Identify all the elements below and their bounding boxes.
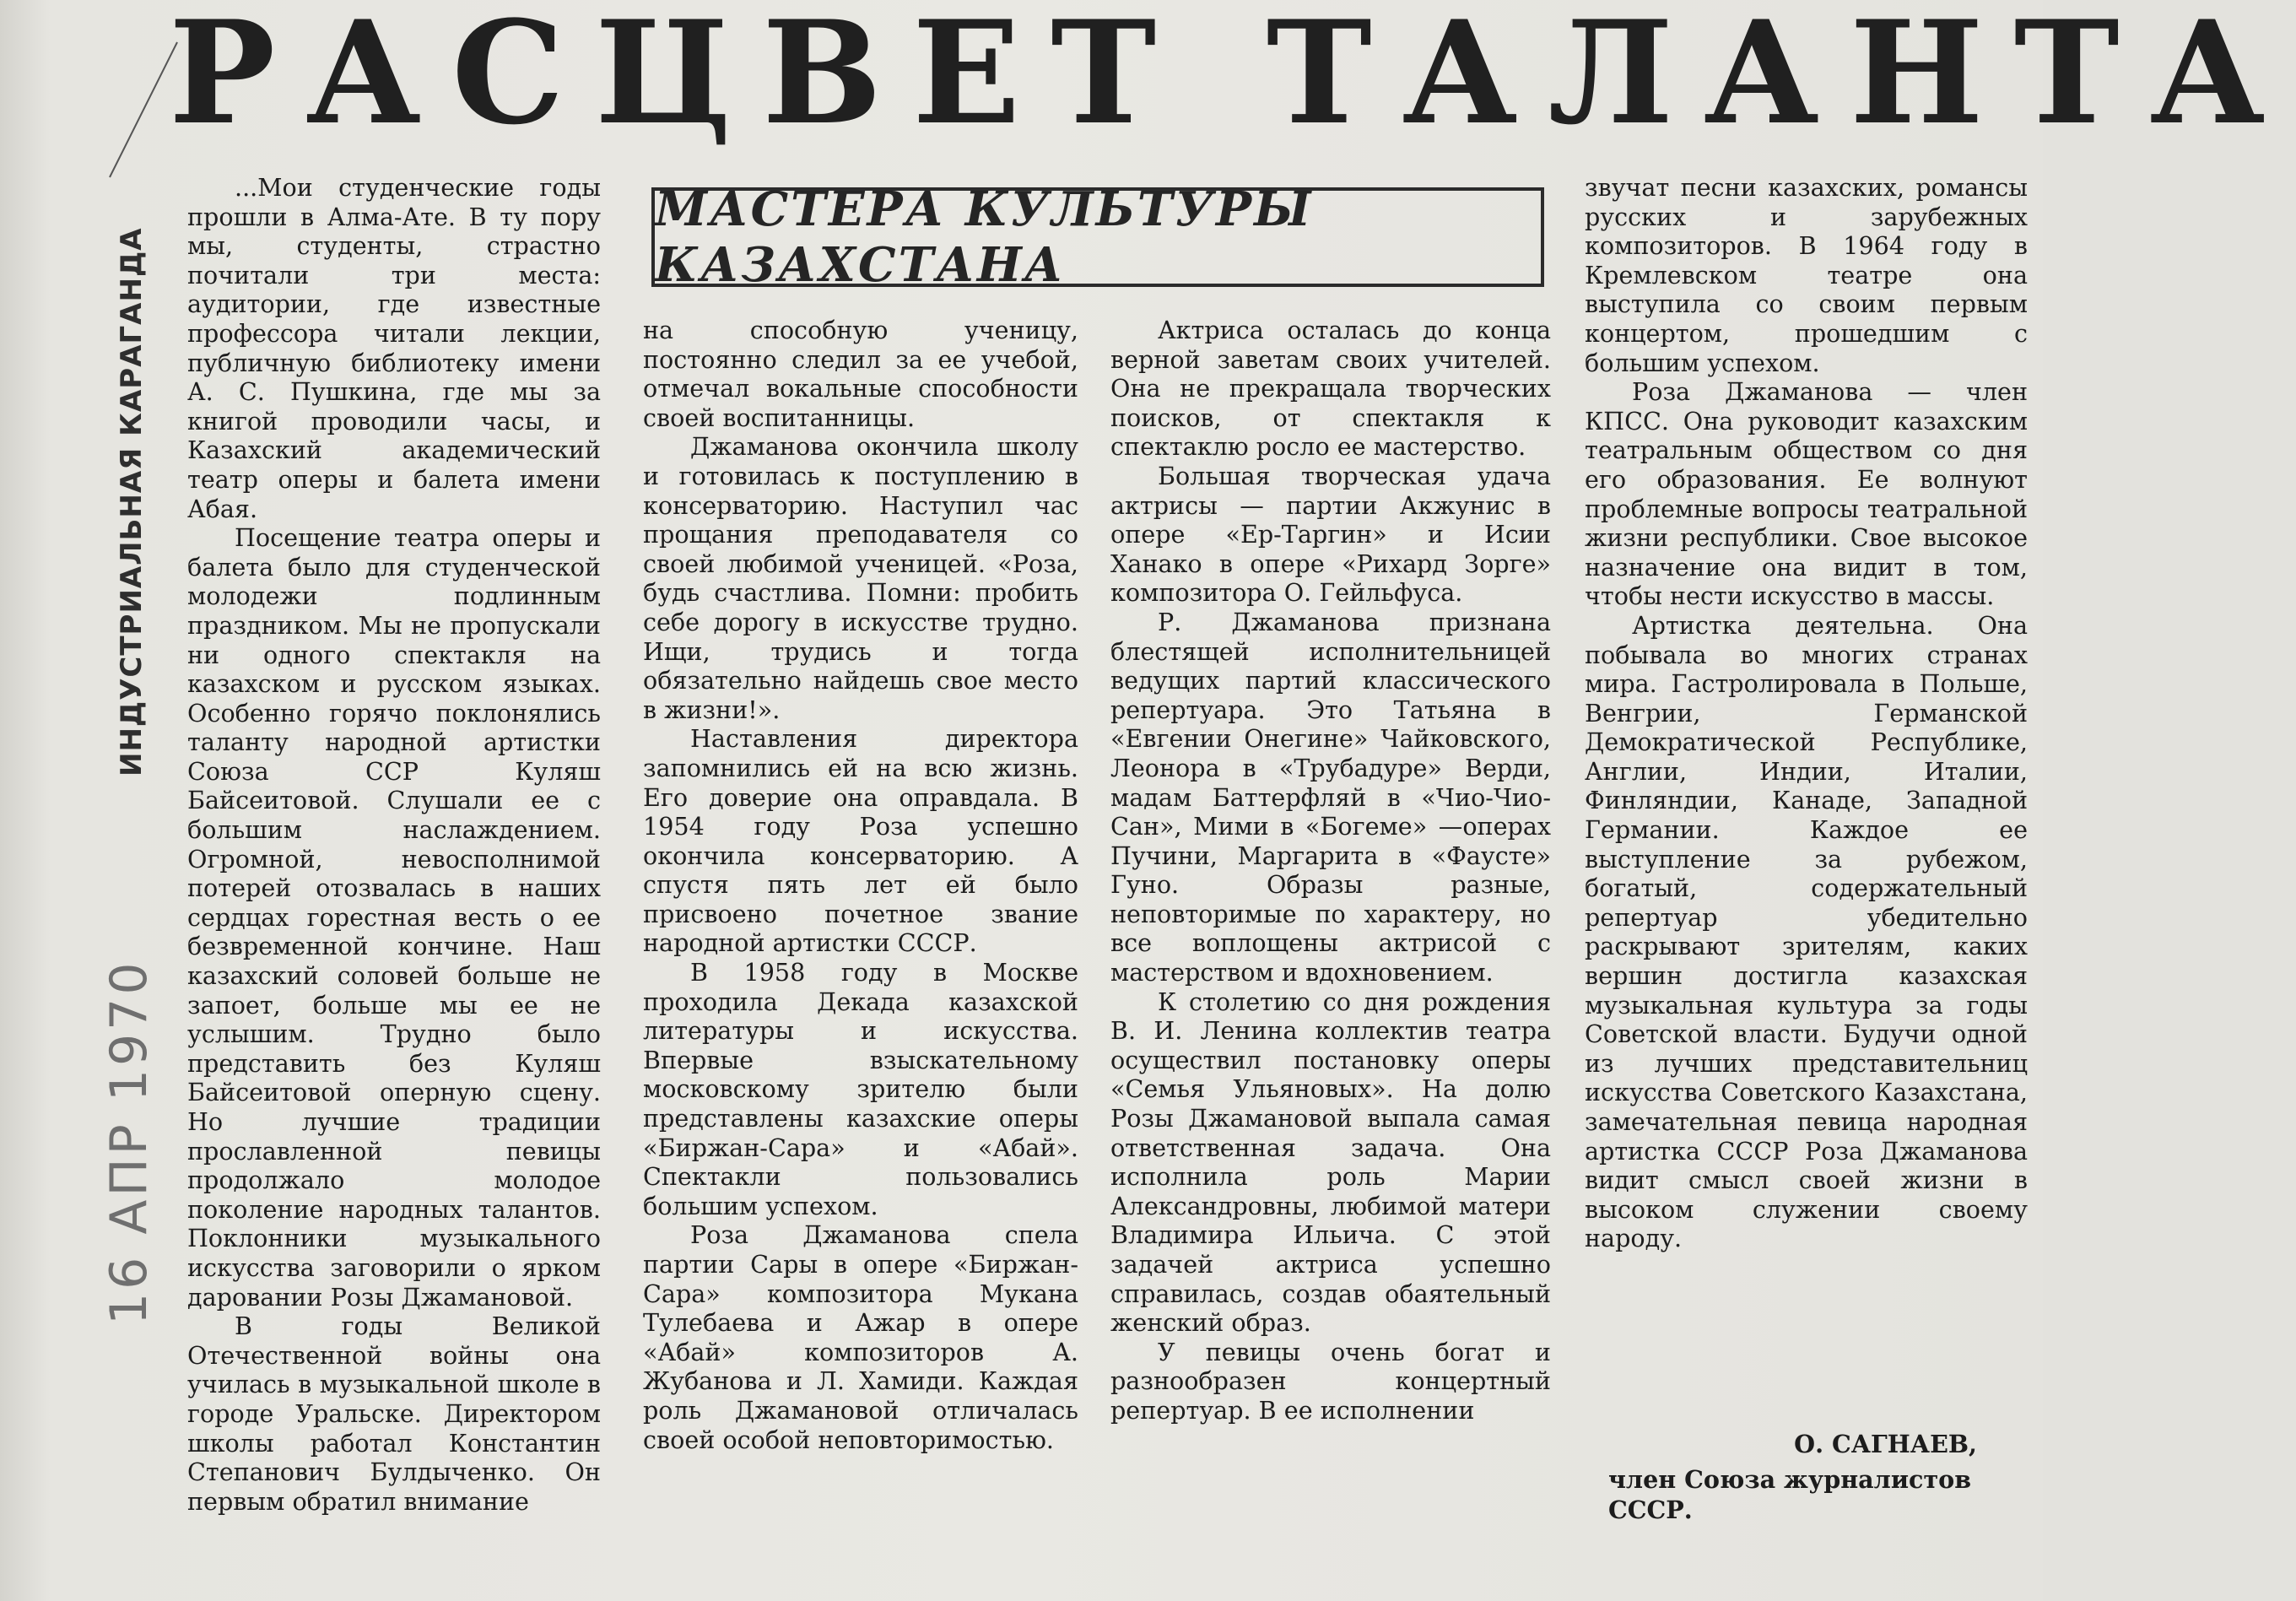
paragraph: У певицы очень богат и разнообразен концертный репертуар. В ее исполнении <box>1110 1337 1551 1425</box>
newspaper-name-text: ИНДУСТРИАЛЬНАЯ КАРАГАНДА <box>115 227 149 776</box>
article-column-3 <box>1110 316 1551 1601</box>
section-rubric: МАСТЕРА КУЛЬТУРЫ КАЗАХСТАНА <box>651 187 1544 287</box>
author-name: О. САГНАЕВ, <box>1794 1430 1977 1458</box>
paragraph-continued: звучат песни казахских, романсы русских и зарубежных композиторов. В 1964 году в Кремлевском театре она выступила со своим первым концертом, прошедшим с большим успехом. <box>1585 173 2028 377</box>
paragraph-continued: на способную ученицу, постоянно следил за ее учебой, отмечал вокальные способности своей воспитанницы. <box>643 316 1078 432</box>
article-headline: РАСЦВЕТ ТАЛАНТА <box>169 0 2296 156</box>
paragraph: Наставления директора запомнились ей на всю жизнь. Его доверие она оправдала. В 1954 году Роза успешно окончила консерваторию. А спустя пять лет ей было присвоено почетное звание народной артистки СССР. <box>643 724 1078 958</box>
newspaper-name-stamp <box>34 186 149 776</box>
paragraph: ...Мои студенческие годы прошли в Алма-Ате. В ту пору мы, студенты, страстно почитали три места: аудитории, где известные профессора читали лекции, публичную библиотеку имени А. С. Пушкина, где мы за книгой проводили часы, и Казахский академический театр оперы и балета имени Абая. <box>187 173 601 523</box>
paragraph: Артистка деятельна. Она побывала во многих странах мира. Гастролировала в Польше, Венгрии, Германской Демократической Республике, Англии, Индии, Италии, Финляндии, Канаде, Западной Германии. Каждое ее выступление за рубежом, богатый, содержательный репертуар убедительно раскрывают зрителям, каких вершин достигла казахская музыкальная культура за годы Советской власти. Будучи одной из лучших представительниц искусства Советского Казахстана, замечательная певица народная артистка СССР Роза Джаманова видит смысл своей жизни в высоком служении своему народу. <box>1585 610 2028 1253</box>
paragraph: В годы Великой Отечественной войны она училась в музыкальной школе в городе Уральске. Директором школы работал Константин Степанович Булдыченко. Он первым обратил внимание <box>187 1312 601 1516</box>
paragraph: Р. Джаманова признана блестящей исполнительницей ведущих партий классического репертуара. Это Татьяна в «Евгении Онегине» Чайковского, Леонора в «Трубадуре» Верди, мадам Баттерфляй в «Чио-Чио-Сан», Мими в «Богеме» —операх Пучини, Маргарита в «Фаусте» Гуно. Образы разные, неповторимые по характеру, но все воплощены актрисой с мастерством и вдохновением. <box>1110 607 1551 987</box>
paragraph: Джаманова окончила школу и готовилась к поступлению в консерваторию. Наступил час прощания преподавателя со своей любимой ученицей. «Роза, будь счастлива. Помни: пробить себе дорогу в искусстве трудно. Ищи, трудись и тогда обязательно найдешь свое место в жизни!». <box>643 432 1078 724</box>
article-column-2 <box>643 316 1078 1601</box>
date-stamp-text: 16 АПР 1970 <box>100 959 159 1325</box>
author-signature <box>1585 1429 2028 1525</box>
paragraph: В 1958 году в Москве проходила Декада казахской литературы и искусства. Впервые взыскательному московскому зрителю были представлены казахские оперы «Биржан-Сара» и «Абай». Спектакли пользовались большим успехом. <box>643 958 1078 1220</box>
author-title: член Союза журналистов СССР. <box>1608 1465 1972 1524</box>
paragraph: Роза Джаманова спела партии Сары в опере «Биржан-Сара» композитора Мукана Тулебаева и Ажар в опере «Абай» композиторов А. Жубанова и Л. Хамиди. Каждая роль Джамановой отличалась своей особой неповторимостью. <box>643 1220 1078 1454</box>
article-column-4 <box>1585 173 2028 1601</box>
date-stamp <box>34 954 159 1325</box>
paragraph: Роза Джаманова — член КПСС. Она руководит казахским театральным обществом со дня его образования. Ее волнуют проблемные вопросы театральной жизни республики. Свое высокое назначение она видит в том, чтобы нести искусство в массы. <box>1585 377 2028 611</box>
paragraph: Посещение театра оперы и балета было для студенческой молодежи подлинным праздником. Мы не пропускали ни одного спектакля на казахском и русском языках. Особенно горячо поклонялись таланту народной артистки Союза ССР Куляш Байсеитовой. Слушали ее с большим наслаждением. Огромной, невосполнимой потерей отозвалась в наших сердцах горестная весть о ее безвременной кончине. Наш казахский соловей больше не запоет, больше мы ее не услышим. Трудно было представить без Куляш Байсеитовой оперную сцену. Но лучшие традиции прославленной певицы продолжало молодое поколение народных талантов. Поклонники музыкального искусства заговорили о ярком даровании Розы Джамановой. <box>187 523 601 1312</box>
paragraph: Большая творческая удача актрисы — партии Акжунис в опере «Ер-Таргин» и Исии Ханако в опере «Рихард Зорге» композитора О. Гейльфуса. <box>1110 461 1551 608</box>
paragraph: Актриса осталась до конца верной заветам своих учителей. Она не прекращала творческих поисков, от спектакля к спектаклю росло ее мастерство. <box>1110 316 1551 462</box>
paragraph: К столетию со дня рождения В. И. Ленина коллектив театра осуществил постановку оперы «Семья Ульяновых». На долю Розы Джамановой выпала самая ответственная задача. Она исполнила роль Марии Александровны, любимой матери Владимира Ильича. С этой задачей актриса успешно справилась, создав обаятельный женский образ. <box>1110 987 1551 1338</box>
article-column-1 <box>187 173 601 1516</box>
